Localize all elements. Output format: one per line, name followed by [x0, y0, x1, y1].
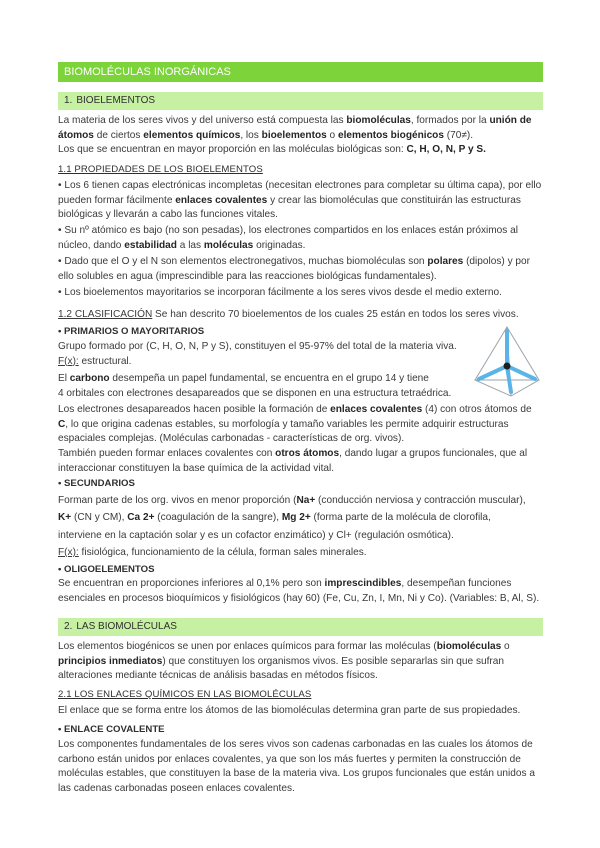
- section-label: LAS BIOMOLÉCULAS: [76, 621, 177, 632]
- propiedad-bullet-1: • Los 6 tienen capas electrónicas incompletas (necesitan electrones para completar su última capa), por ello pueden formar fácilmente enlaces covalentes y crear las biomoléculas que constituirán las estructuras biológicas y llevarán a cabo las funciones vitales.: [58, 180, 542, 221]
- section-header-bioelementos: [58, 92, 543, 110]
- electrones-paragraph: Los electrones desapareados hacen posible la formación de enlaces covalentes (4) con otros átomos de C, lo que origina cadenas estables, su morfología y tamaño variables les permite adquirir estructuras espaciales complejas. (Moléculas carbonadas - características de org. vivos). También pueden formar enlaces covalentes con otros átomos, dando lugar a grupos funcionales, que al interaccionar constituyen la base química de la actividad vital.: [58, 404, 532, 474]
- section-number: 2.: [64, 621, 73, 632]
- section-label: BIOELEMENTOS: [76, 95, 156, 106]
- propiedad-bullet-2: • Su nº atómico es bajo (no son pesadas), los electrones compartidos en los enlaces están próximos al núcleo, dando estabilidad a las moléculas originadas.: [58, 225, 518, 251]
- enlaces-text: El enlace que se forma entre los átomos de las biomoléculas determina gran parte de sus propiedades.: [58, 705, 521, 716]
- propiedad-bullet-3: • Dado que el O y el N son elementos electronegativos, muchas biomoléculas son polares (dipolos) y por ello solubles en agua (imprescindible para las reacciones biológicas fundamentales).: [58, 256, 531, 282]
- section-header-biomoleculas: [58, 618, 543, 636]
- intro-paragraph: La materia de los seres vivos y del universo está compuesta las biomoléculas, formados por la unión de átomos de ciertos elementos químicos, los bioelementos o elementos biogénicos (70≠). Los que se encuentran en mayor proporción en las moléculas biológicas son: C, H, O, N, P y S.: [58, 115, 532, 156]
- carbono-paragraph: El carbono desempeña un papel fundamental, se encuentra en el grupo 14 y tiene 4 orbitales con electrones desapareados que se disponen en una estructura tetraédrica.: [58, 373, 452, 399]
- enlace-covalente-text: Los componentes fundamentales de los seres vivos son cadenas carbonadas en las cuales los átomos de carbono están unidos por enlaces covalentes, ya que son los más fuertes y permiten la construcción de moléculas estables, que constituyen la base de la materia viva. Los grupos funcionales que están unidos a las cadenas carbonadas poseen enlaces covalentes.: [58, 739, 535, 794]
- subheading-propiedades: 1.1 PROPIEDADES DE LOS BIOELEMENTOS: [58, 164, 263, 175]
- heading-secundarios: • SECUNDARIOS: [58, 478, 135, 489]
- clasificacion-line: 1.2 CLASIFICACIÓN Se han descrito 70 bioelementos de los cuales 25 están en todos los seres vivos.: [58, 309, 519, 320]
- heading-enlace-covalente: • ENLACE COVALENTE: [58, 724, 165, 735]
- primarios-text: Grupo formado por (C, H, O, N, P y S), constituyen el 95-97% del total de la materia viva. F(x): estructural.: [58, 341, 457, 367]
- document-title: BIOMOLÉCULAS INORGÁNICAS: [58, 62, 543, 82]
- propiedad-bullet-4: • Los bioelementos mayoritarios se incorporan fácilmente a los seres vivos desde el medio externo.: [58, 287, 502, 298]
- subheading-clasificacion: 1.2 CLASIFICACIÓN: [58, 309, 153, 320]
- oligoelementos-text: Se encuentran en proporciones inferiores al 0,1% pero son imprescindibles, desempeñan funciones esenciales en procesos bioquímicos y fisiológicos (hay 60) (Fe, Cu, Zn, I, Mn, Ni y Co). (Variables: B, Al, S).: [58, 578, 540, 604]
- biomoleculas-paragraph: Los elementos biogénicos se unen por enlaces químicos para formar las moléculas (biomoléculas o principios inmediatos) que constituyen los organismos vivos. Es posible separarlas sin que sufran alteraciones mediante técnicas de análisis basadas en métodos físicos.: [58, 641, 510, 682]
- secundarios-text: Forman parte de los org. vivos en menor proporción (Na+ (conducción nerviosa y contracción muscular), K+ (CN y CM), Ca 2+ (coagulación de la sangre), Mg 2+ (forma parte de la molécula de clorofila, interviene en la captación solar y es un cofactor enzimático) y Cl+ (regulación osmótica). F(x): fisiológica, funcionamiento de la célula, forman sales minerales.: [58, 495, 526, 559]
- heading-primarios: • PRIMARIOS O MAYORITARIOS: [58, 326, 205, 337]
- heading-oligoelementos: • OLIGOELEMENTOS: [58, 564, 155, 575]
- subheading-enlaces: 2.1 LOS ENLACES QUÍMICOS EN LAS BIOMOLÉCULAS: [58, 689, 312, 700]
- section-number: 1.: [64, 95, 73, 106]
